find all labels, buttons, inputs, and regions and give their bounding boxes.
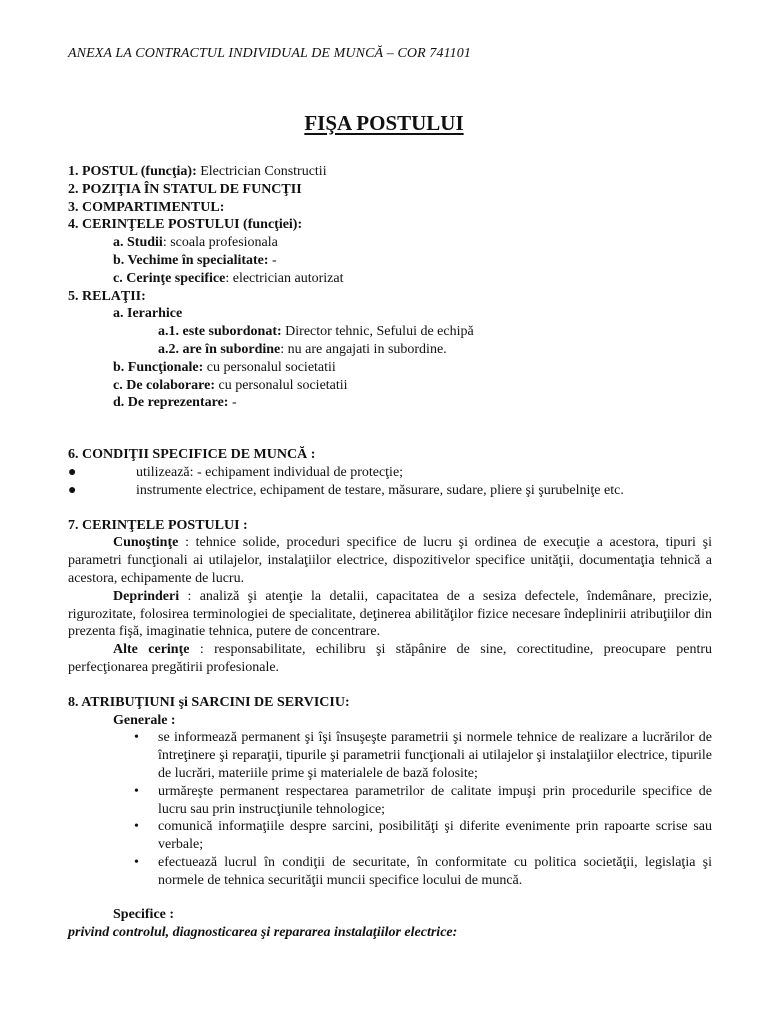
spacer [68,677,712,694]
relation-subordinated-to-value: Director tehnic, Sefului de echipă [281,324,474,340]
paragraph-skills [68,588,712,641]
section-1-value: Electrician Constructii [196,164,327,179]
section-7-requirements: 7. CERINŢELE POSTULUI : [68,517,248,533]
bullet-icon: ● [68,464,77,480]
section-1-post [68,163,712,181]
document-body [68,163,712,942]
duty-text: urmăreşte permanent respectarea parametrilor de calitate impuşi prin procedurile specifice de lucru sau prin instrucţiunile tehnologice; [158,783,712,817]
section-4-requirements: 4. CERINŢELE POSTULUI (funcţiei): [68,217,303,233]
section-2-position: 2. POZIŢIA ÎN STATUL DE FUNCŢII [68,181,302,197]
document-title: FIŞA POSTULUI [304,111,464,135]
duties-specific-heading: Specifice : [113,907,175,923]
requirement-specific-value: : electrician autorizat [225,270,344,286]
duty-text: efectuează lucrul în condiţii de securitate, în conformitate cu politica societăţii, legislaţia şi normele de tehnica securităţii muncii specifice locului de muncă. [158,854,712,888]
bullet-icon: • [134,854,139,870]
relation-collaboration-value: cu personalul societatii [214,377,348,393]
relation-representation [68,394,712,412]
section-1-label: 1. POSTUL (funcţia): [68,164,197,179]
spacer [68,889,712,906]
requirement-seniority [68,252,712,270]
requirement-seniority-value: - [268,252,277,268]
spacer [68,412,712,446]
paragraph-other-requirements [68,641,712,677]
relation-representation-label: d. De reprezentare: [113,395,229,411]
other-requirements-text: : responsabilitate, echilibru şi stăpânire de sine, corectitudine, preocupare pentru perfecţionarea pregătirii profesionale. [68,642,712,675]
bullet-icon: • [134,819,139,835]
work-condition-text: instrumente electrice, echipament de testare, măsurare, sudare, pliere şi şurubelniţe etc. [136,482,624,498]
skills-label: Deprinderi [113,588,180,604]
duty-text: se informează permanent şi îşi însuşeşte parametrii şi normele tehnice de realizare a lucrărilor de întreţinere şi reparaţii, tipurile şi parametrii funcţionali ai utilajelor şi instalaţiilor electrice, tipurile de lucrări, materiile prime şi materialele de bază folosite; [158,730,712,781]
relation-functional [68,359,712,377]
list-item [134,783,712,819]
relation-subordinates-label: a.2. are în subordine [158,341,281,357]
knowledge-label: Cunoştinţe [113,535,179,551]
section-8-duties: 8. ATRIBUŢIUNI şi SARCINI DE SERVICIU: [68,694,350,710]
duties-specific-subheading: privind controlul, diagnosticarea şi repararea instalaţiilor electrice: [68,925,458,941]
relation-subordinates-value: : nu are angajati in subordine. [280,341,447,357]
bullet-icon: • [134,730,139,746]
bullet-icon: ● [68,482,77,498]
section-6-work-conditions: 6. CONDIŢII SPECIFICE DE MUNCĂ : [68,447,316,463]
requirement-specific [68,270,712,288]
list-item [134,854,712,890]
list-item [134,729,712,782]
requirement-studies-value: : scoala profesionala [162,235,278,251]
work-condition-text: utilizează: - echipament individual de protecţie; [136,464,404,480]
relation-subordinated-to [68,323,712,341]
relation-subordinated-to-label: a.1. este subordonat: [158,324,282,340]
section-5-relations: 5. RELAŢII: [68,288,146,304]
relation-subordinates [68,341,712,359]
relation-functional-value: cu personalul societatii [203,359,336,375]
duties-general-heading: Generale : [113,712,176,728]
relation-collaboration-label: c. De colaborare: [113,377,215,393]
relation-collaboration [68,377,712,395]
annex-header: ANEXA LA CONTRACTUL INDIVIDUAL DE MUNCĂ – COR 741101 [68,46,471,61]
requirement-seniority-label: b. Vechime în specialitate: [113,252,269,268]
list-item [68,482,712,500]
requirement-studies-label: a. Studii [113,235,163,251]
requirement-specific-label: c. Cerinţe specifice [113,270,226,286]
section-3-department: 3. COMPARTIMENTUL: [68,199,225,215]
spacer [68,500,712,517]
list-item [134,818,712,854]
list-item [68,464,712,482]
requirement-studies [68,234,712,252]
knowledge-text: : tehnice solide, proceduri specifice de lucru şi ordinea de execuţie a acestora, tipuri şi parametri funcţionali ai utilajelor, instalaţiilor electrice, dispozitivelor specifice unităţii, documentaţia tehnică a acestora, echipamente de lucru. [68,535,712,586]
other-requirements-label: Alte cerinţe [113,642,190,658]
paragraph-knowledge [68,534,712,587]
skills-text: : analiză şi atenţie la detalii, capacitatea de a sesiza defectele, îndemânare, precizie, rigurozitate, folosirea terminologiei de specialitate, deţinerea abilităţilor fizice necesare îndeplinirii atribuţiilor din prezenta fişă, imaginatie tehnica, putere de concentrare. [68,588,712,640]
duty-text: comunică informaţiile despre sarcini, posibilităţi şi diferite evenimente prin rapoarte scrise sau verbale; [158,819,712,853]
bullet-icon: • [134,783,139,799]
relation-representation-value: - [228,395,237,411]
relation-hierarchical: a. Ierarhice [113,306,183,322]
duties-general-list [68,729,712,889]
relation-functional-label: b. Funcţionale: [113,359,204,375]
